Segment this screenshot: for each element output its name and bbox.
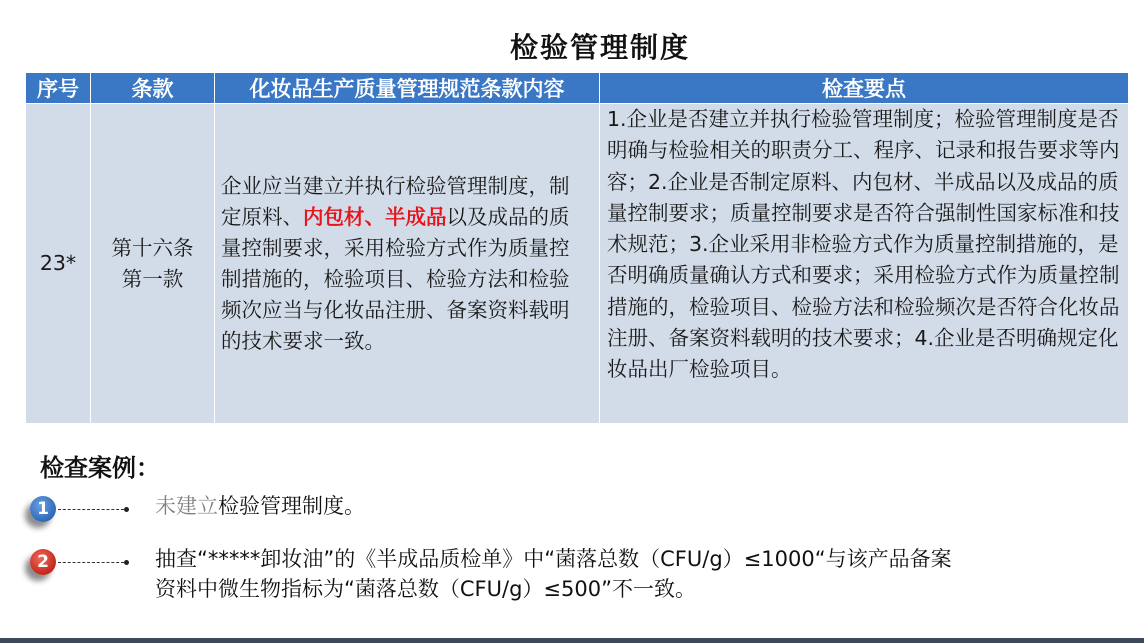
case-item-1 [30, 494, 1140, 524]
regulation-table [25, 72, 1129, 424]
clause-line-2: 第一款 [121, 266, 184, 291]
header-check-points: 检查要点 [600, 73, 1129, 104]
bullet-dot-2 [124, 560, 129, 565]
table-row [26, 104, 1129, 424]
case-text-2 [155, 544, 952, 604]
bottom-divider [0, 638, 1144, 643]
header-serial: 序号 [26, 73, 91, 104]
dotted-leader-1 [58, 509, 124, 510]
header-clause: 条款 [91, 73, 215, 104]
content-highlight: 内包材、半成品 [303, 204, 447, 229]
cell-serial: 23* [26, 104, 91, 424]
case-text-1-main: 检验管理制度。 [218, 494, 365, 518]
cell-clause [91, 104, 215, 424]
case-text-2-line-1: 抽查“*****卸妆油”的《半成品质检单》中“菌落总数（CFU/g）≤1000“与该产品备案 [155, 547, 952, 571]
dotted-leader-2 [58, 562, 124, 563]
content-text-2: 以及成品的质量控制要求，采用检验方式作为质量控制措施的，检验项目、检验方法和检验频次应当与化妆品注册、备案资料载明的技术要求一致。 [221, 204, 570, 353]
header-content: 化妆品生产质量管理规范条款内容 [215, 73, 600, 104]
cases-heading: 检查案例： [40, 454, 160, 482]
page-title: 检验管理制度 [509, 31, 690, 64]
case-item-2 [30, 546, 1140, 606]
case-text-2-line-2: 资料中微生物指标为“菌落总数（CFU/g）≤500”不一致。 [155, 577, 696, 601]
cell-check-points: 1.企业是否建立并执行检验管理制度；检验管理制度是否明确与检验相关的职责分工、程序、记录和报告要求等内容；2.企业是否制定原料、内包材、半成品以及成品的质量控制要求；质量控制要求是否符合强制性国家标准和技术规范；3.企业采用非检验方式作为质量控制措施的，是否明确质量确认方式和要求；采用检验方式作为质量控制措施的，检验项目、检验方法和检验频次是否符合化妆品注册、备案资料载明的技术要求；4.企业是否明确规定化妆品出厂检验项目。 [600, 104, 1129, 424]
bullet-dot-1 [124, 507, 129, 512]
table-header-row [26, 73, 1129, 104]
case-text-1 [155, 491, 365, 521]
clause-line-1: 第十六条 [111, 235, 194, 260]
number-badge-1: 1 [30, 496, 56, 522]
content-text-1: 企业应当建立并执行检验管理制度，制定原料、 [221, 173, 570, 229]
number-badge-2: 2 [30, 549, 56, 575]
cell-content [215, 104, 600, 424]
case-text-1-gray: 未建立 [155, 494, 218, 518]
